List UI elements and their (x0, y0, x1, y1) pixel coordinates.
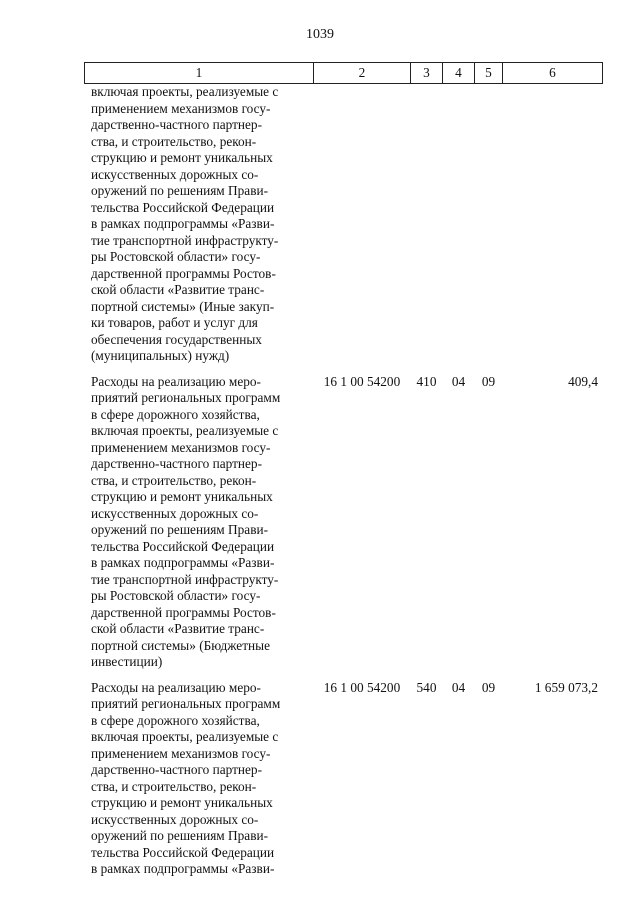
description-line: искусственных дорожных со- (91, 505, 259, 521)
description-line: применением механизмов госу- (91, 745, 271, 761)
description-line: струкцию и ремонт уникальных (91, 795, 273, 810)
description-line: тельства Российской Федерации (91, 538, 275, 554)
description-line: тельства Российской Федерации (91, 199, 275, 215)
description-line: ства, и строительство, рекон- (91, 133, 257, 149)
description-line: в рамках подпрограммы «Разви- (91, 216, 275, 231)
description-line: инвестиции) (91, 654, 163, 669)
column-header: 4 (443, 63, 475, 84)
column-header: 6 (503, 63, 603, 84)
description-line: искусственных дорожных со- (91, 166, 259, 182)
target-code-cell (314, 84, 411, 374)
description-line: приятий региональных программ (91, 696, 281, 711)
page-number: 1039 (306, 27, 334, 42)
description-line: дарственной программы Ростов- (91, 604, 276, 620)
description-line: включая проекты, реализуемые с (91, 423, 279, 438)
description-line: включая проекты, реализуемые с (91, 84, 279, 99)
table-header-row (85, 63, 603, 84)
row-description (85, 680, 314, 887)
description-line: в рамках подпрограммы «Разви- (91, 861, 275, 876)
budget-table (84, 62, 603, 887)
description-line: в рамках подпрограммы «Разви- (91, 555, 275, 570)
section-cell: 04 (443, 374, 475, 680)
expense-type-cell: 410 (411, 374, 443, 680)
column-header: 3 (411, 63, 443, 84)
column-header: 5 (475, 63, 503, 84)
description-line: оружений по решениям Прави- (91, 522, 269, 537)
expense-type-cell: 540 (411, 680, 443, 887)
description-line: ства, и строительство, рекон- (91, 472, 257, 488)
description-line: искусственных дорожных со- (91, 811, 259, 827)
target-code-cell: 16 1 00 54200 (314, 374, 411, 680)
description-line: применением механизмов госу- (91, 100, 271, 116)
column-header: 1 (85, 63, 314, 84)
amount-cell: 409,4 (503, 374, 603, 680)
description-line: оружений по решениям Прави- (91, 828, 269, 843)
description-line: тие транспортной инфраструкту- (91, 232, 279, 248)
description-line: обеспечения государственных (91, 331, 262, 347)
table-row (85, 374, 603, 680)
description-line: ской области «Развитие транс- (91, 282, 265, 297)
subsection-cell: 09 (475, 374, 503, 680)
description-line: струкцию и ремонт уникальных (91, 489, 273, 504)
description-line: дарственной программы Ростов- (91, 265, 276, 281)
description-line: тельства Российской Федерации (91, 844, 275, 860)
description-line: оружений по решениям Прави- (91, 183, 269, 198)
description-line: в сфере дорожного хозяйства, (91, 712, 260, 728)
description-line: дарственно-частного партнер- (91, 456, 262, 471)
description-line: ской области «Развитие транс- (91, 621, 265, 636)
section-cell: 04 (443, 680, 475, 887)
subsection-cell: 09 (475, 680, 503, 887)
amount-cell (503, 84, 603, 374)
description-line: дарственно-частного партнер- (91, 117, 262, 132)
description-line: в сфере дорожного хозяйства, (91, 406, 260, 422)
description-line: ры Ростовской области» госу- (91, 588, 261, 603)
subsection-cell (475, 84, 503, 374)
description-line: включая проекты, реализуемые с (91, 729, 279, 744)
description-line: ки товаров, работ и услуг для (91, 315, 258, 330)
description-line: тие транспортной инфраструкту- (91, 571, 279, 587)
description-line: применением механизмов госу- (91, 439, 271, 455)
amount-cell: 1 659 073,2 (503, 680, 603, 887)
description-line: струкцию и ремонт уникальных (91, 150, 273, 165)
description-line: Расходы на реализацию меро- (91, 679, 261, 695)
section-cell (443, 84, 475, 374)
description-line: дарственно-частного партнер- (91, 762, 262, 777)
description-line: портной системы» (Бюджетные (91, 637, 270, 653)
description-line: ры Ростовской области» госу- (91, 249, 261, 264)
description-line: приятий региональных программ (91, 390, 281, 405)
table-row (85, 84, 603, 374)
table-body (85, 84, 603, 887)
target-code-cell: 16 1 00 54200 (314, 680, 411, 887)
row-description (85, 374, 314, 680)
expense-type-cell (411, 84, 443, 374)
description-line: портной системы» (Иные закуп- (91, 298, 275, 314)
table-row (85, 680, 603, 887)
description-line: ства, и строительство, рекон- (91, 778, 257, 794)
description-line: Расходы на реализацию меро- (91, 373, 261, 389)
description-line: (муниципальных) нужд) (91, 348, 230, 363)
column-header: 2 (314, 63, 411, 84)
row-description (85, 84, 314, 374)
